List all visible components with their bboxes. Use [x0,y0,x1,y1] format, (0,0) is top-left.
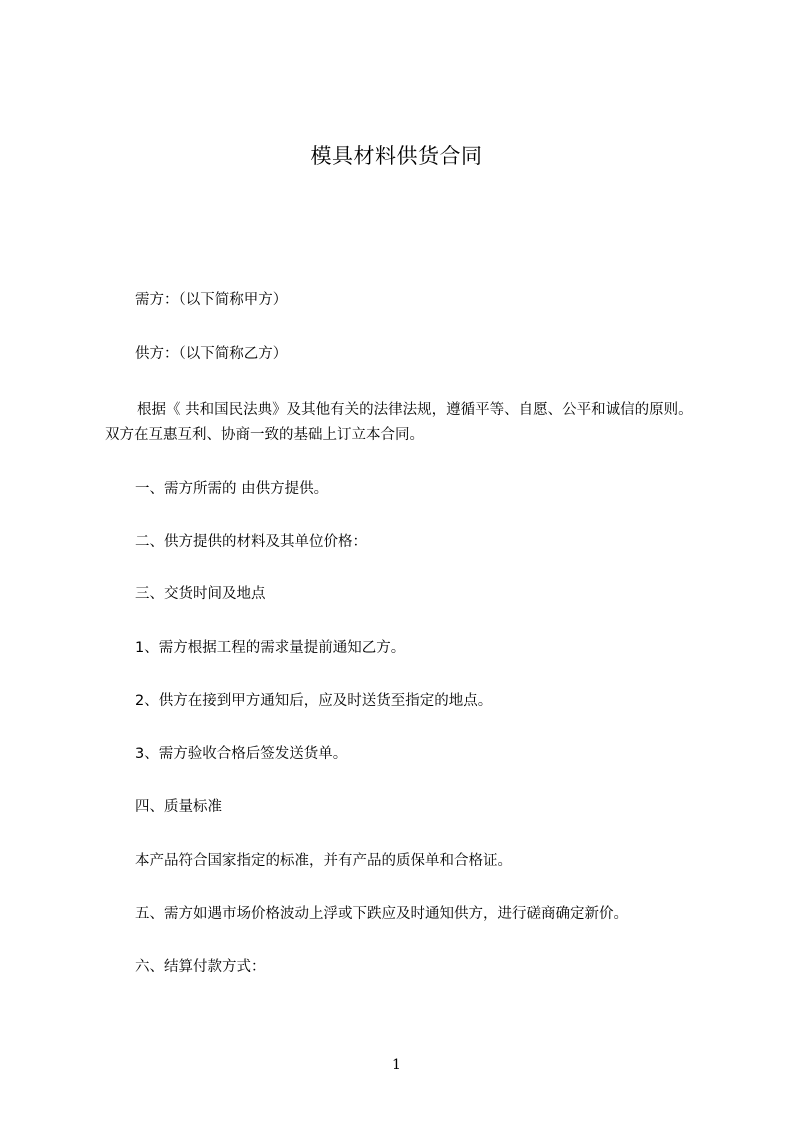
clause-4-text: 本产品符合国家指定的标准，并有产品的质保单和合格证。 [135,853,512,869]
clause-3-item-3: 3、需方验收合格后签发送货单。 [135,746,348,762]
clause-3-item-2: 2、供方在接到甲方通知后，应及时送货至指定的地点。 [135,693,493,709]
clause-2: 二、供方提供的材料及其单位价格： [135,534,367,550]
party-b-line: 供方：（以下简称乙方） [135,346,288,362]
clause-4: 四、质量标准 [135,799,222,815]
clause-1: 一、需方所需的 由供方提供。 [135,481,329,497]
preamble-paragraph: 根据《 共和国民法典》及其他有关的法律法规，遵循平等、自愿、公平和诚信的原则。双方在互惠互利、协商一致的基础上订立本合同。 [105,402,693,443]
party-a-line: 需方：（以下简称甲方） [135,292,288,308]
clause-5: 五、需方如遇市场价格波动上浮或下跌应及时通知供方，进行磋商确定新价。 [135,906,628,922]
clause-3: 三、交货时间及地点 [135,586,266,602]
clause-6: 六、结算付款方式： [135,959,266,975]
document-title: 模具材料供货合同 [310,144,483,168]
clause-3-item-1: 1、需方根据工程的需求量提前通知乙方。 [135,640,406,656]
page-number: 1 [392,1057,401,1073]
